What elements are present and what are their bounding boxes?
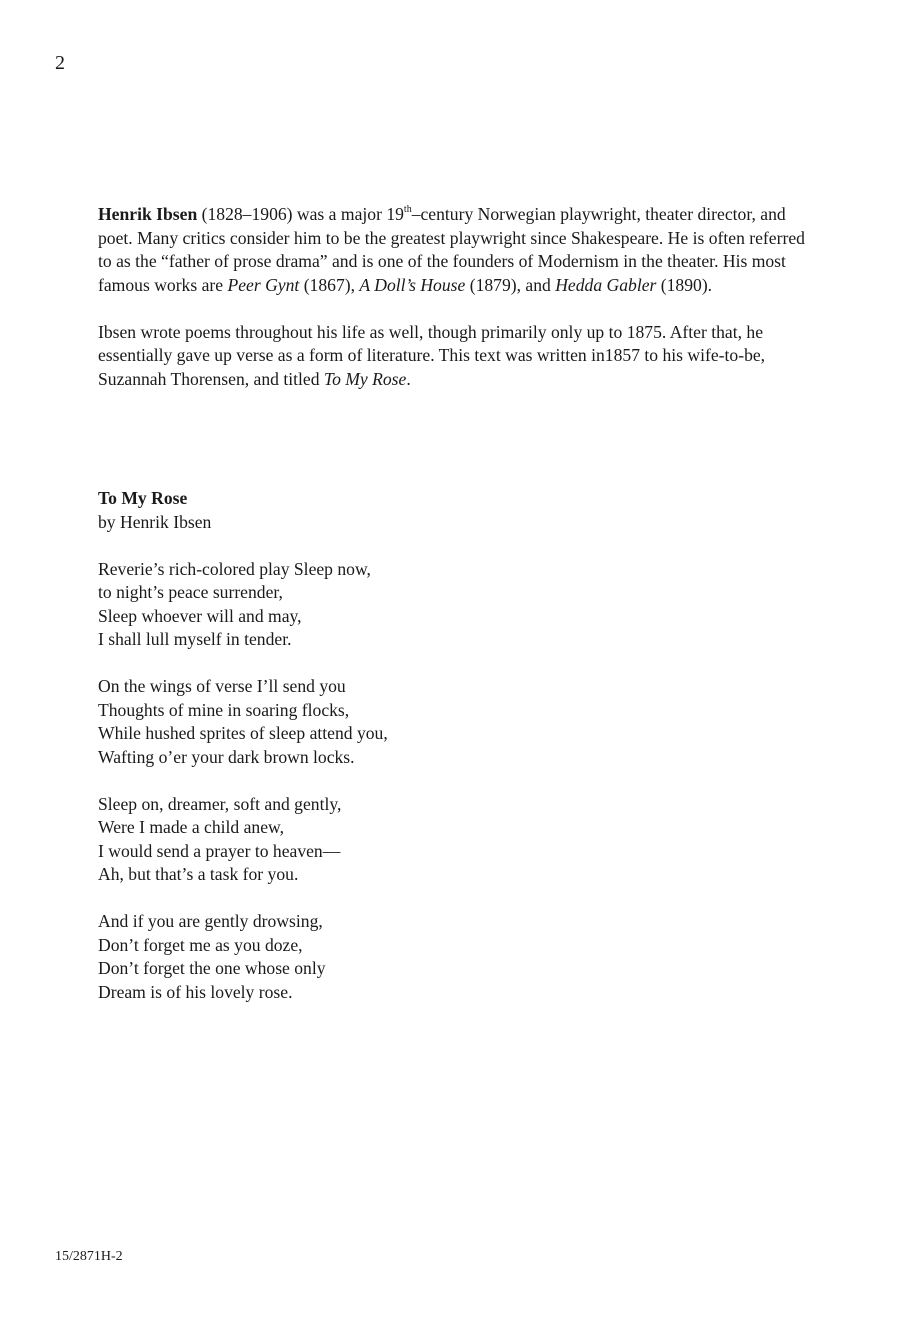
- stanza-3: [98, 793, 598, 887]
- superscript-th: th: [403, 204, 412, 216]
- work-title-peer-gynt: Peer Gynt: [227, 274, 300, 295]
- intro-section: [98, 203, 818, 391]
- poem-line: Were I made a child anew,: [98, 817, 284, 837]
- page-number: 2: [55, 52, 65, 74]
- stanza-4: [98, 910, 598, 1004]
- poem-line: to night’s peace surrender,: [98, 582, 283, 602]
- poem-line: Thoughts of mine in soaring flocks,: [98, 699, 350, 720]
- intro-text-1: (1828–1906) was a major 19: [197, 204, 404, 224]
- poem-line: Sleep on, dreamer, soft and gently,: [98, 793, 342, 814]
- intro-text-5: (1890).: [656, 274, 713, 295]
- poem-line: Wafting o’er your dark brown locks.: [98, 746, 355, 767]
- poem-line: Don’t forget the one whose only: [98, 958, 326, 978]
- intro2-text-1: Ibsen wrote poems throughout his life as well, though primarily only up to 1875. After that, he essentially gave up verse as a form of literature. This text was written in1857 to his wife-to-be, Suzannah Thorensen, and titled: [98, 321, 766, 389]
- poem: [98, 487, 598, 1028]
- stanza-2: [98, 675, 598, 769]
- poem-line: And if you are gently drowsing,: [98, 911, 323, 931]
- poem-line: On the wings of verse I’ll send you: [98, 676, 346, 696]
- poem-line: Don’t forget me as you doze,: [98, 934, 303, 955]
- author-name: Henrik Ibsen: [98, 204, 198, 224]
- poem-line: Dream is of his lovely rose.: [98, 981, 293, 1002]
- intro-text-4: (1879), and: [465, 274, 556, 295]
- intro-paragraph-1: [98, 203, 818, 297]
- poem-title-reference: To My Rose: [323, 368, 407, 389]
- document-code: 15/2871H-2: [55, 1249, 123, 1264]
- poem-line: Sleep whoever will and may,: [98, 605, 302, 626]
- work-title-dolls-house: A Doll’s House: [359, 274, 466, 295]
- poem-line: While hushed sprites of sleep attend you,: [98, 723, 388, 743]
- intro-text-3: (1867),: [299, 274, 360, 295]
- intro-text-2: –century Norwegian playwright, theater director, and poet. Many critics consider him to be the greatest playwright since Shakespeare. He is often referred to as the “father of prose drama” and is one of the founders of Modernism in the theater. His most famous works are: [98, 204, 805, 295]
- poem-line: I shall lull myself in tender.: [98, 629, 292, 649]
- poem-title: To My Rose: [98, 488, 188, 508]
- poem-line: Reverie’s rich-colored play Sleep now,: [98, 558, 371, 579]
- poem-byline: by Henrik Ibsen: [98, 511, 212, 532]
- poem-line: Ah, but that’s a task for you.: [98, 864, 299, 884]
- intro2-text-2: .: [406, 368, 411, 389]
- intro-paragraph-2: [98, 321, 818, 392]
- poem-line: I would send a prayer to heaven—: [98, 840, 341, 861]
- stanza-1: [98, 558, 598, 652]
- work-title-hedda-gabler: Hedda Gabler: [555, 274, 657, 295]
